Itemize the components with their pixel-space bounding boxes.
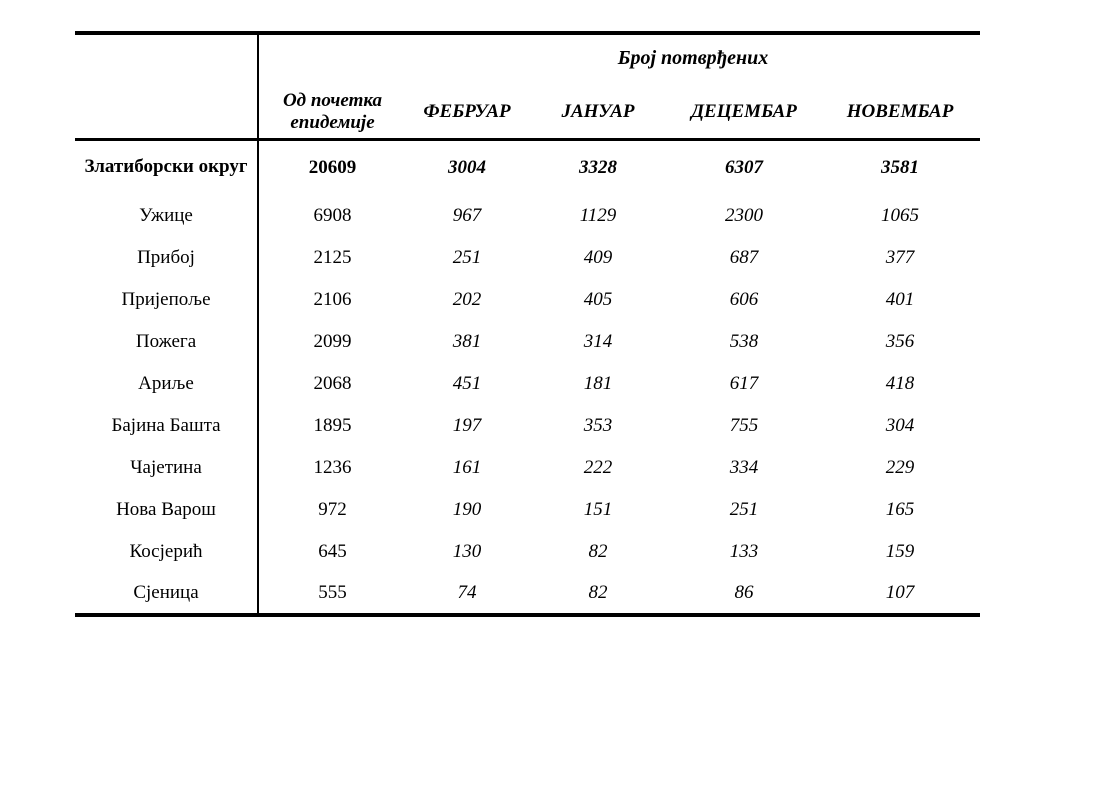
january-value: 82 [588, 541, 608, 562]
row-label: Косјерић [129, 540, 203, 562]
column-header-january: ЈАНУАР [528, 87, 668, 139]
table-row [75, 489, 980, 531]
december-value: 86 [734, 582, 754, 603]
empty-cell [75, 87, 258, 139]
november-value: 165 [885, 499, 915, 520]
december-value: 133 [729, 541, 759, 562]
table-row [75, 195, 980, 237]
since-start-value: 645 [258, 531, 406, 573]
november-value: 159 [885, 541, 915, 562]
since-start-value: 6908 [258, 195, 406, 237]
table-header-row-columns [75, 87, 980, 139]
february-value: 197 [452, 415, 482, 436]
january-value: 353 [583, 415, 613, 436]
since-start-value: 2125 [258, 237, 406, 279]
row-label: Ариље [138, 372, 194, 394]
february-value: 451 [452, 373, 482, 394]
table-row [75, 363, 980, 405]
table-row [75, 531, 980, 573]
february-value: 251 [452, 247, 482, 268]
february-value: 967 [452, 205, 482, 226]
february-value: 74 [457, 582, 477, 603]
november-value: 1065 [881, 205, 919, 226]
january-value: 151 [583, 499, 613, 520]
december-value: 334 [729, 457, 759, 478]
row-label: Пријепоље [121, 288, 211, 310]
november-value: 377 [885, 247, 915, 268]
november-value: 229 [885, 457, 915, 478]
table-row [75, 405, 980, 447]
since-start-value: 1236 [258, 447, 406, 489]
spanner-header-confirmed-count: Број потврђених [617, 47, 769, 69]
row-label: Сјеница [133, 581, 199, 603]
table-row [75, 447, 980, 489]
corner-empty-cell [75, 33, 258, 87]
since-start-value: 2099 [258, 321, 406, 363]
table-row-district-total [75, 139, 980, 195]
december-value: 6307 [725, 156, 763, 178]
january-value: 405 [583, 289, 613, 310]
row-label: Чајетина [130, 456, 202, 478]
table-row [75, 573, 980, 615]
column-header-february: ФЕБРУАР [406, 87, 528, 139]
december-value: 617 [729, 373, 759, 394]
february-value: 202 [452, 289, 482, 310]
december-value: 755 [729, 415, 759, 436]
november-value: 304 [885, 415, 915, 436]
since-start-value: 20609 [258, 139, 406, 195]
january-value: 82 [588, 582, 608, 603]
november-value: 356 [885, 331, 915, 352]
february-value: 161 [452, 457, 482, 478]
february-value: 130 [452, 541, 482, 562]
january-value: 181 [583, 373, 613, 394]
since-start-value: 555 [258, 573, 406, 615]
row-label: Пожега [135, 330, 197, 352]
january-value: 222 [583, 457, 613, 478]
row-label: Златиборски округ [84, 156, 248, 178]
row-label: Ужице [139, 204, 193, 226]
february-value: 381 [452, 331, 482, 352]
row-label: Бајина Башта [111, 414, 221, 436]
since-start-value: 2068 [258, 363, 406, 405]
december-value: 606 [729, 289, 759, 310]
november-value: 401 [885, 289, 915, 310]
empty-cell [258, 33, 406, 87]
row-label: Нова Варош [116, 498, 216, 520]
february-value: 3004 [448, 156, 486, 178]
confirmed-cases-table [75, 31, 980, 617]
since-start-value: 1895 [258, 405, 406, 447]
december-value: 251 [729, 499, 759, 520]
since-start-value: 972 [258, 489, 406, 531]
november-value: 107 [885, 582, 915, 603]
since-start-value: 2106 [258, 279, 406, 321]
december-value: 687 [729, 247, 759, 268]
table-row [75, 321, 980, 363]
november-value: 3581 [881, 156, 919, 178]
table-header-row-spanner [75, 33, 980, 87]
december-value: 538 [729, 331, 759, 352]
table-row [75, 279, 980, 321]
january-value: 314 [583, 331, 613, 352]
january-value: 1129 [579, 205, 617, 226]
february-value: 190 [452, 499, 482, 520]
december-value: 2300 [725, 205, 763, 226]
row-label: Прибој [137, 246, 195, 268]
january-value: 3328 [579, 156, 617, 178]
table-row [75, 237, 980, 279]
column-header-november: НОВЕМБАР [820, 87, 980, 139]
november-value: 418 [885, 373, 915, 394]
column-header-since-epidemic-start: Од почетка епидемије [258, 87, 406, 139]
january-value: 409 [583, 247, 613, 268]
column-header-december: ДЕЦЕМБАР [668, 87, 820, 139]
